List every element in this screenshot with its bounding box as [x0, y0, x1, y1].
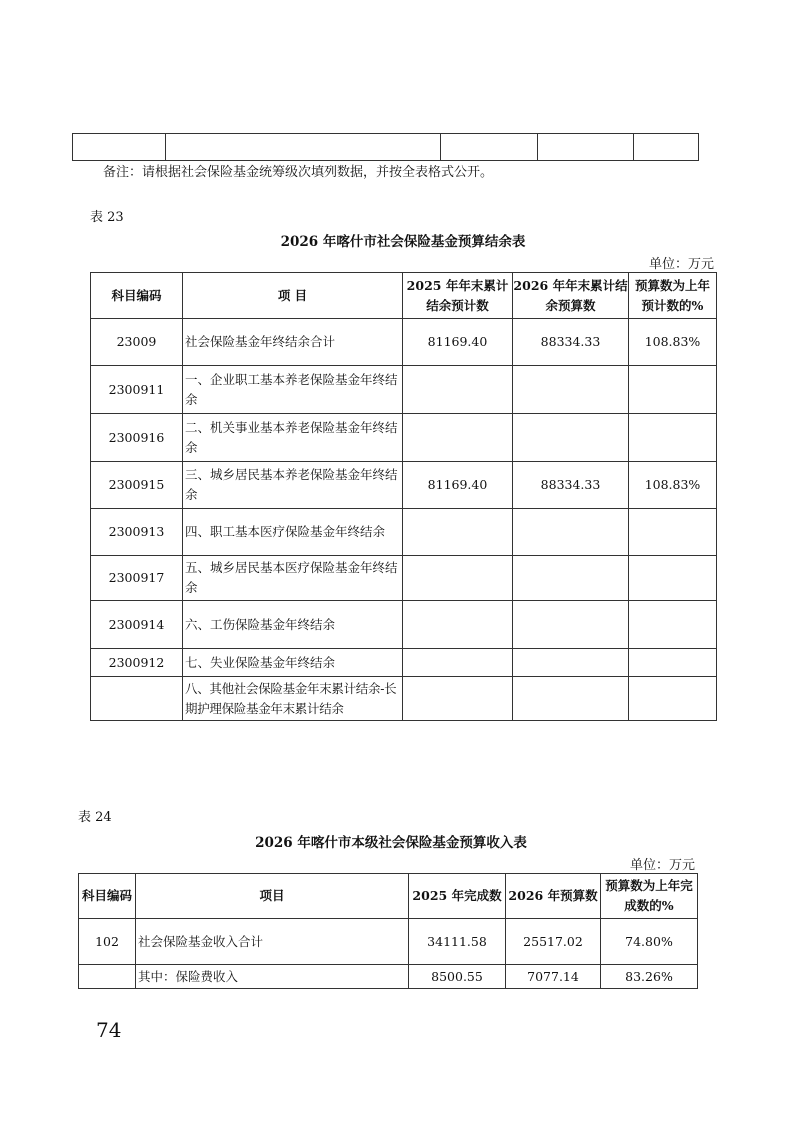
table-row: [91, 319, 717, 366]
table-row: [91, 414, 717, 462]
budget-cell: [513, 556, 629, 601]
header-prev: 2025 年年末累计结余预计数: [403, 273, 513, 319]
pct-cell: 108.83%: [629, 462, 717, 509]
item-cell: 二、机关事业基本养老保险基金年终结余: [183, 414, 403, 462]
pct-cell: [629, 601, 717, 649]
header-pct: 预算数为上年预计数的%: [629, 273, 717, 319]
budget-cell: 25517.02: [506, 919, 601, 965]
table-row: [91, 556, 717, 601]
header-budget: 2026 年预算数: [506, 874, 601, 919]
table24-label: 表 24: [78, 810, 112, 825]
empty-cell: [538, 134, 634, 161]
code-cell: 2300913: [91, 509, 183, 556]
pct-cell: [629, 556, 717, 601]
prev-cell: [403, 366, 513, 414]
item-cell: 八、其他社会保险基金年末累计结余-长期护理保险基金年末累计结余: [183, 677, 403, 721]
pct-cell: 108.83%: [629, 319, 717, 366]
prev-cell: [403, 677, 513, 721]
header-code: 科目编码: [79, 874, 136, 919]
table23-unit: 单位：万元: [648, 257, 714, 272]
table23-label: 表 23: [90, 210, 124, 225]
item-cell: 四、职工基本医疗保险基金年终结余: [183, 509, 403, 556]
pct-cell: [629, 649, 717, 677]
budget-cell: 7077.14: [506, 965, 601, 989]
empty-cell: [634, 134, 699, 161]
header-item: 项目: [136, 874, 409, 919]
budget-cell: [513, 509, 629, 556]
code-cell: 2300912: [91, 649, 183, 677]
code-cell: 2300916: [91, 414, 183, 462]
budget-cell: 88334.33: [513, 462, 629, 509]
table24-header-row: [79, 874, 698, 919]
item-cell: 社会保险基金收入合计: [136, 919, 409, 965]
table24: [78, 873, 698, 989]
prev-cell: 34111.58: [409, 919, 506, 965]
budget-cell: [513, 366, 629, 414]
code-cell: 102: [79, 919, 136, 965]
header-item: 项 目: [183, 273, 403, 319]
table23-header-row: [91, 273, 717, 319]
budget-cell: [513, 677, 629, 721]
budget-cell: [513, 414, 629, 462]
code-cell: 2300915: [91, 462, 183, 509]
table-row: [91, 462, 717, 509]
prev-cell: 81169.40: [403, 462, 513, 509]
code-cell: [91, 677, 183, 721]
prev-table-note: 备注：请根据社会保险基金统筹级次填列数据，并按全表格式公开。: [103, 165, 494, 180]
header-code: 科目编码: [91, 273, 183, 319]
prev-cell: 8500.55: [409, 965, 506, 989]
table-row: [91, 366, 717, 414]
pct-cell: [629, 366, 717, 414]
code-cell: 2300911: [91, 366, 183, 414]
code-cell: 2300917: [91, 556, 183, 601]
table24-title: 2026 年喀什市本级社会保险基金预算收入表: [255, 835, 527, 851]
item-cell: 七、失业保险基金年终结余: [183, 649, 403, 677]
item-cell: 一、企业职工基本养老保险基金年终结余: [183, 366, 403, 414]
item-cell: 其中：保险费收入: [136, 965, 409, 989]
code-cell: 23009: [91, 319, 183, 366]
header-budget: 2026 年年末累计结余预算数: [513, 273, 629, 319]
header-prev: 2025 年完成数: [409, 874, 506, 919]
item-cell: 五、城乡居民基本医疗保险基金年终结余: [183, 556, 403, 601]
header-pct: 预算数为上年完成数的%: [601, 874, 698, 919]
prev-cell: 81169.40: [403, 319, 513, 366]
empty-cell: [166, 134, 441, 161]
pct-cell: [629, 414, 717, 462]
pct-cell: 74.80%: [601, 919, 698, 965]
empty-cell: [441, 134, 538, 161]
table-row: [79, 965, 698, 989]
pct-cell: 83.26%: [601, 965, 698, 989]
prev-table-remnant: [72, 133, 699, 161]
prev-cell: [403, 509, 513, 556]
table-row: [91, 509, 717, 556]
table23-title: 2026 年喀什市社会保险基金预算结余表: [280, 234, 526, 250]
code-cell: 2300914: [91, 601, 183, 649]
pct-cell: [629, 509, 717, 556]
item-cell: 社会保险基金年终结余合计: [183, 319, 403, 366]
item-cell: 六、工伤保险基金年终结余: [183, 601, 403, 649]
budget-cell: [513, 649, 629, 677]
prev-cell: [403, 414, 513, 462]
code-cell: [79, 965, 136, 989]
table-row: [91, 677, 717, 721]
empty-cell: [73, 134, 166, 161]
table23: [90, 272, 717, 721]
budget-cell: [513, 601, 629, 649]
table-row: [91, 649, 717, 677]
table24-unit: 单位：万元: [629, 858, 695, 873]
page-number: 74: [96, 1018, 122, 1042]
item-cell: 三、城乡居民基本养老保险基金年终结余: [183, 462, 403, 509]
table-row: [79, 919, 698, 965]
pct-cell: [629, 677, 717, 721]
table-row: [91, 601, 717, 649]
prev-cell: [403, 601, 513, 649]
prev-cell: [403, 649, 513, 677]
budget-cell: 88334.33: [513, 319, 629, 366]
prev-cell: [403, 556, 513, 601]
